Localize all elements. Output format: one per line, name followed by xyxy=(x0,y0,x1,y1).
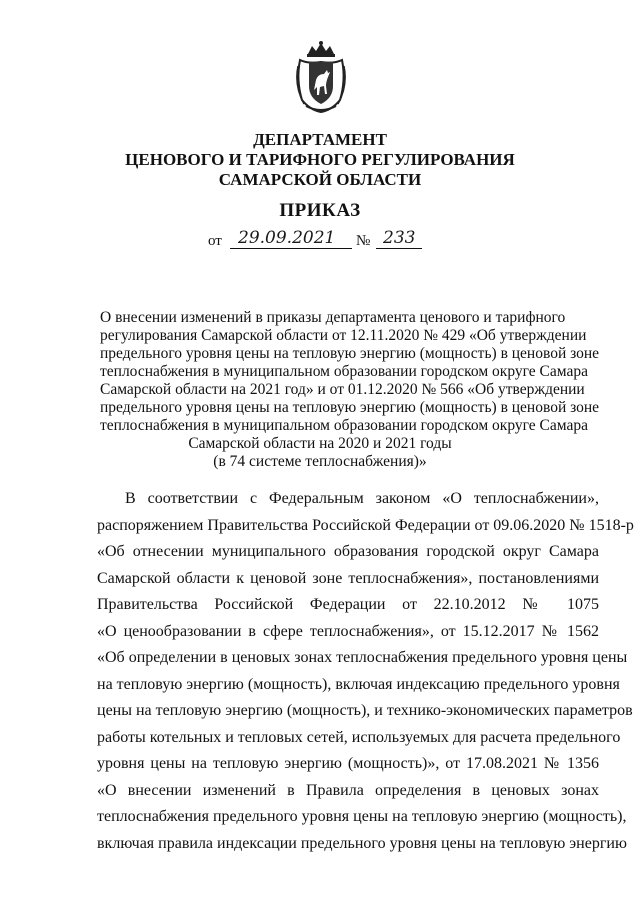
body-line: «Об отнесении муниципального образования городской округ Самара xyxy=(97,543,599,560)
order-subject xyxy=(100,309,600,471)
department-title-line-1: ДЕПАРТАМЕНТ xyxy=(253,130,387,149)
order-date-number-line xyxy=(208,230,428,252)
order-body-text xyxy=(97,486,634,857)
subject-line: Самарской области на 2020 и 2021 годы xyxy=(188,435,452,452)
document-type-title: ПРИКАЗ xyxy=(279,200,361,221)
subject-line: теплоснабжения в муниципальном образовании городском округе Самара xyxy=(100,363,588,380)
body-line: В соответствии с Федеральным законом «О теплоснабжении», xyxy=(125,490,599,507)
order-number: 233 xyxy=(383,228,416,248)
subject-line: предельного уровня цены на тепловую энергию (мощность) в ценовой зоне xyxy=(100,345,600,362)
subject-line: предельного уровня цены на тепловую энергию (мощность) в ценовой зоне xyxy=(100,399,600,416)
body-line: распоряжением Правительства Российской Федерации от 09.06.2020 № 1518-р xyxy=(97,516,634,534)
date-underline xyxy=(230,248,352,249)
subject-line: Самарской области на 2021 год» и от 01.12.2020 № 566 «Об утверждении xyxy=(100,381,585,398)
body-line: уровня цены на тепловую энергию (мощность)», от 17.08.2021 № 1356 xyxy=(97,755,599,772)
body-line: «О внесении изменений в Правила определения в ценовых зонах xyxy=(97,781,599,799)
body-line: работы котельных и тепловых сетей, используемых для расчета предельного xyxy=(97,728,621,746)
department-title-line-2: ЦЕНОВОГО И ТАРИФНОГО РЕГУЛИРОВАНИЯ xyxy=(125,150,515,169)
number-underline xyxy=(376,248,422,249)
body-line: включая правила индексации предельного уровня цены на тепловую энергию xyxy=(97,834,627,852)
order-date: 29.09.2021 xyxy=(238,228,336,248)
body-line: «О ценообразовании в сфере теплоснабжения», от 15.12.2017 № 1562 xyxy=(97,622,599,640)
department-title-line-3: САМАРСКОЙ ОБЛАСТИ xyxy=(218,170,422,189)
subject-line: теплоснабжения в муниципальном образовании городском округе Самара xyxy=(100,417,588,434)
date-label: от xyxy=(208,233,222,249)
body-line: теплоснабжения предельного уровня цены на тепловую энергию (мощность), xyxy=(97,808,627,825)
body-line: на тепловую энергию (мощность), включая индексацию предельного уровня xyxy=(97,675,620,693)
body-line: Правительства Российской Федерации от 22.10.2012 № 1075 xyxy=(97,596,599,613)
body-line: Самарской области к ценовой зоне теплоснабжения», постановлениями xyxy=(97,569,599,587)
subject-line: регулирования Самарской области от 12.11.2020 № 429 «Об утверждении xyxy=(100,327,587,344)
body-line: «Об определении в ценовых зонах теплоснабжения предельного уровня цены xyxy=(97,649,628,666)
body-line: цены на тепловую энергию (мощность), и технико-экономических параметров xyxy=(97,702,633,719)
subject-line: О внесении изменений в приказы департамента ценового и тарифного xyxy=(100,309,566,326)
samara-coat-of-arms-icon xyxy=(294,40,348,114)
subject-line: (в 74 системе теплоснабжения)» xyxy=(213,453,427,470)
number-label: № xyxy=(356,233,371,249)
